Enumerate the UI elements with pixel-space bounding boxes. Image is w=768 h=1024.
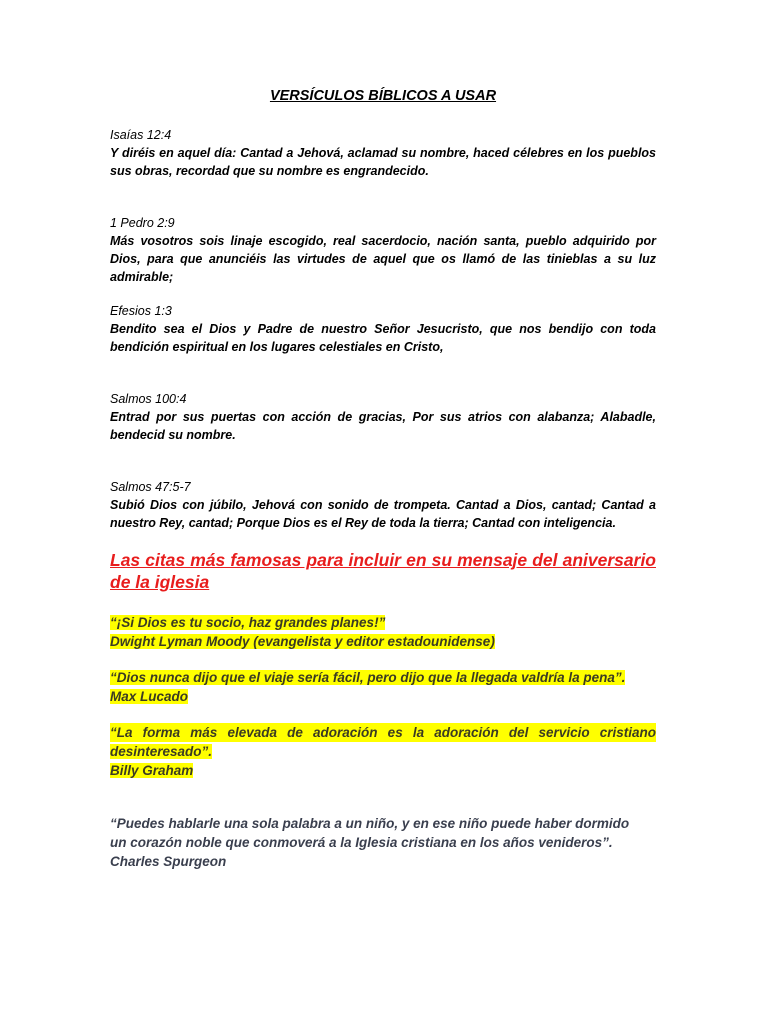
- section-heading: Las citas más famosas para incluir en su mensaje del aniversario de la iglesia: [110, 550, 656, 592]
- verse-text: Bendito sea el Dios y Padre de nuestro Señor Jesucristo, que nos bendijo con toda bendición espiritual en los lugares celestiales en Cristo,: [110, 322, 656, 354]
- verse-efesios: [110, 302, 656, 356]
- verse-text: Más vosotros sois linaje escogido, real sacerdocio, nación santa, pueblo adquirido por Dios, para que anunciéis las virtudes de aquel que os llamó de las tinieblas a su luz admirable;: [110, 234, 656, 284]
- quote-text-line-2: desinteresado”.: [110, 744, 213, 759]
- quote-author: Billy Graham: [110, 763, 194, 778]
- verse-text: Subió Dios con júbilo, Jehová con sonido de trompeta. Cantad a Dios, cantad; Cantad a nuestro Rey, cantad; Porque Dios es el Rey de toda la tierra; Cantad con inteligencia.: [110, 498, 656, 530]
- quote-text-line-1: “Puedes hablarle una sola palabra a un niño, y en ese niño puede haber dormido: [110, 816, 630, 831]
- quote-text: “¡Si Dios es tu socio, haz grandes planes!”: [110, 615, 386, 630]
- verse-reference: Efesios 1:3: [110, 304, 172, 318]
- verse-text: Y diréis en aquel día: Cantad a Jehová, aclamad su nombre, haced célebres en los pueblos sus obras, recordad que su nombre es engrandecido.: [110, 146, 656, 178]
- quote-graham: [110, 723, 656, 780]
- verse-reference: Salmos 100:4: [110, 392, 187, 406]
- quote-author: Charles Spurgeon: [110, 854, 227, 869]
- quote-text: “Dios nunca dijo que el viaje sería fácil, pero dijo que la llegada valdría la pena”.: [110, 670, 626, 685]
- verse-isaias: [110, 126, 656, 180]
- quote-spurgeon: [110, 814, 656, 871]
- quote-text-line-1: “La forma más elevada de adoración es la adoración del servicio cristiano: [110, 725, 656, 740]
- verse-reference: Salmos 47:5-7: [110, 480, 191, 494]
- verse-text: Entrad por sus puertas con acción de gracias, Por sus atrios con alabanza; Alabadle, bendecid su nombre.: [110, 410, 656, 442]
- verse-salmos-100: [110, 390, 656, 444]
- quote-moody: [110, 613, 656, 651]
- verse-1-pedro: [110, 214, 656, 286]
- verse-reference: 1 Pedro 2:9: [110, 216, 175, 230]
- quote-lucado: [110, 668, 656, 706]
- document-title: VERSÍCULOS BÍBLICOS A USAR: [269, 88, 497, 104]
- quote-author: Max Lucado: [110, 689, 189, 704]
- verse-salmos-47: [110, 478, 656, 532]
- verse-reference: Isaías 12:4: [110, 128, 172, 142]
- quote-text-line-2: un corazón noble que conmoverá a la Iglesia cristiana en los años venideros”.: [110, 835, 613, 850]
- quote-author: Dwight Lyman Moody (evangelista y editor estadounidense): [110, 634, 495, 649]
